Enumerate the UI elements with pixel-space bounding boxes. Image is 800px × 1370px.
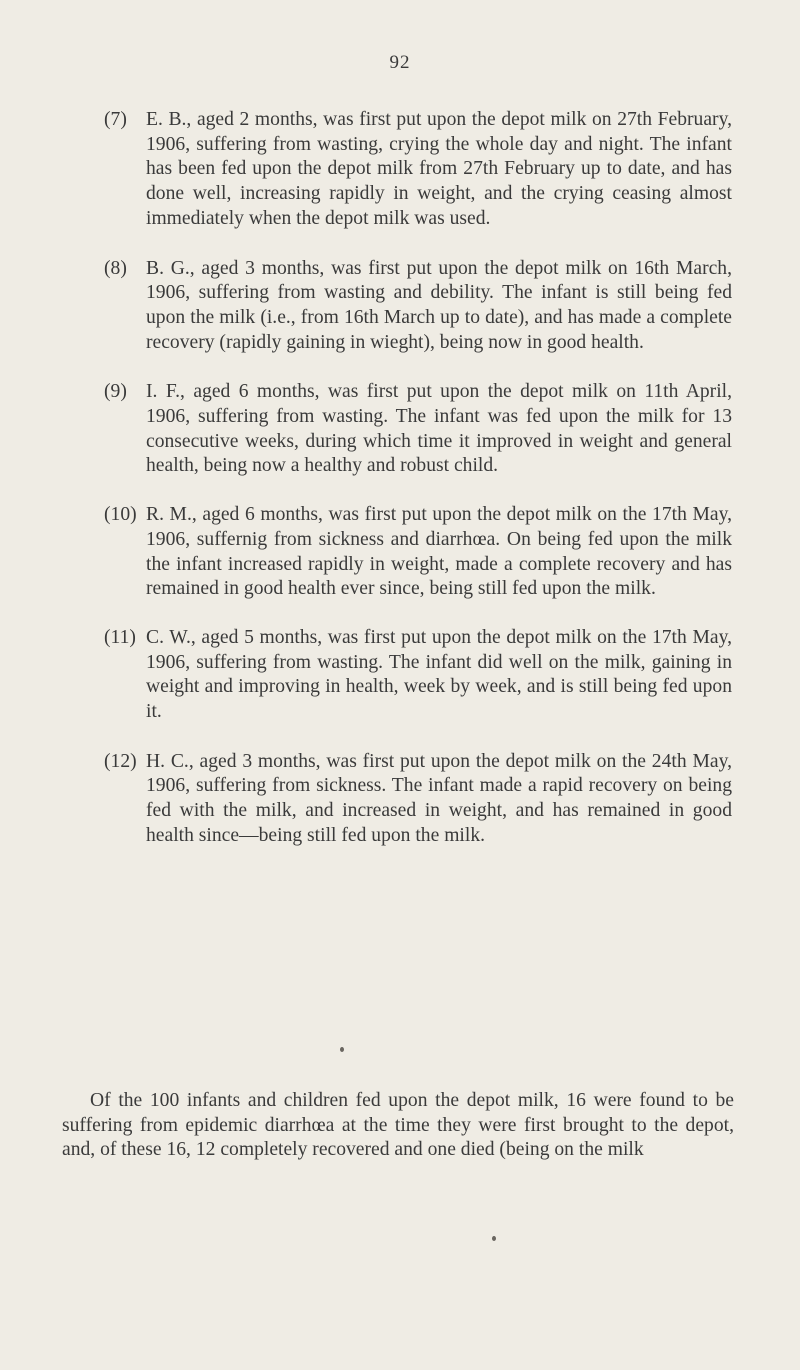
- case-text: E. B., aged 2 months, was first put upon the depot milk on 27th February, 1906, suffering from wasting, crying the whole day and night. The infant has been fed upon the depot milk from 27th February up to date, and has done well, increasing rapidly in weight, and the crying ceasing almost immediately when the depot milk was used.: [146, 109, 732, 229]
- case-entry: [104, 750, 732, 849]
- case-text: C. W., aged 5 months, was first put upon the depot milk on the 17th May, 1906, suffering from wasting. The infant did well on the milk, gaining in weight and improving in health, week by week, and is still being fed upon it.: [146, 626, 732, 723]
- case-entry: [104, 380, 732, 479]
- case-entry: [104, 626, 732, 725]
- summary-paragraph: Of the 100 infants and children fed upon the depot milk, 16 were found to be suffering from epidemic diarrhœa at the time they were first brought to the depot, and, of these 16, 12 completely recovered and one died (being on the milk: [62, 1090, 734, 1161]
- case-entry: [104, 108, 732, 232]
- page-number: 92: [389, 52, 411, 73]
- case-number: (7): [104, 109, 127, 130]
- case-number: (12): [104, 750, 137, 772]
- case-number: (8): [104, 257, 127, 279]
- case-entry: [104, 257, 732, 356]
- ink-speck: [340, 1047, 344, 1052]
- case-text: I. F., aged 6 months, was first put upon the depot milk on 11th April, 1906, suffering from wasting. The infant was fed upon the milk for 13 consecutive weeks, during which time it improved in weight and general health, being now a healthy and robust child.: [146, 381, 732, 477]
- case-number: (11): [104, 626, 136, 648]
- case-text: H. C., aged 3 months, was first put upon the depot milk on the 24th May, 1906, suffering from sickness. The infant made a rapid recovery on being fed with the milk, and increased in weight, and has remained in good health since—being still fed upon the milk.: [146, 750, 732, 846]
- case-text: B. G., aged 3 months, was first put upon the depot milk on 16th March, 1906, suffering from wasting and debility. The infant is still being fed upon the milk (i.e., from 16th March up to date), and has made a complete recovery (rapidly gaining in wieght), being now in good health.: [146, 257, 732, 353]
- case-number: (9): [104, 381, 127, 403]
- ink-speck: [492, 1236, 496, 1241]
- case-text: R. M., aged 6 months, was first put upon the depot milk on the 17th May, 1906, suffernig from sickness and diarrhœa. On being fed upon the milk the infant increased rapidly in weight, made a complete recovery and has remained in good health ever since, being still fed upon the milk.: [146, 504, 732, 600]
- case-number: (10): [104, 504, 137, 526]
- case-entry: [104, 503, 732, 602]
- case-list: [104, 108, 732, 873]
